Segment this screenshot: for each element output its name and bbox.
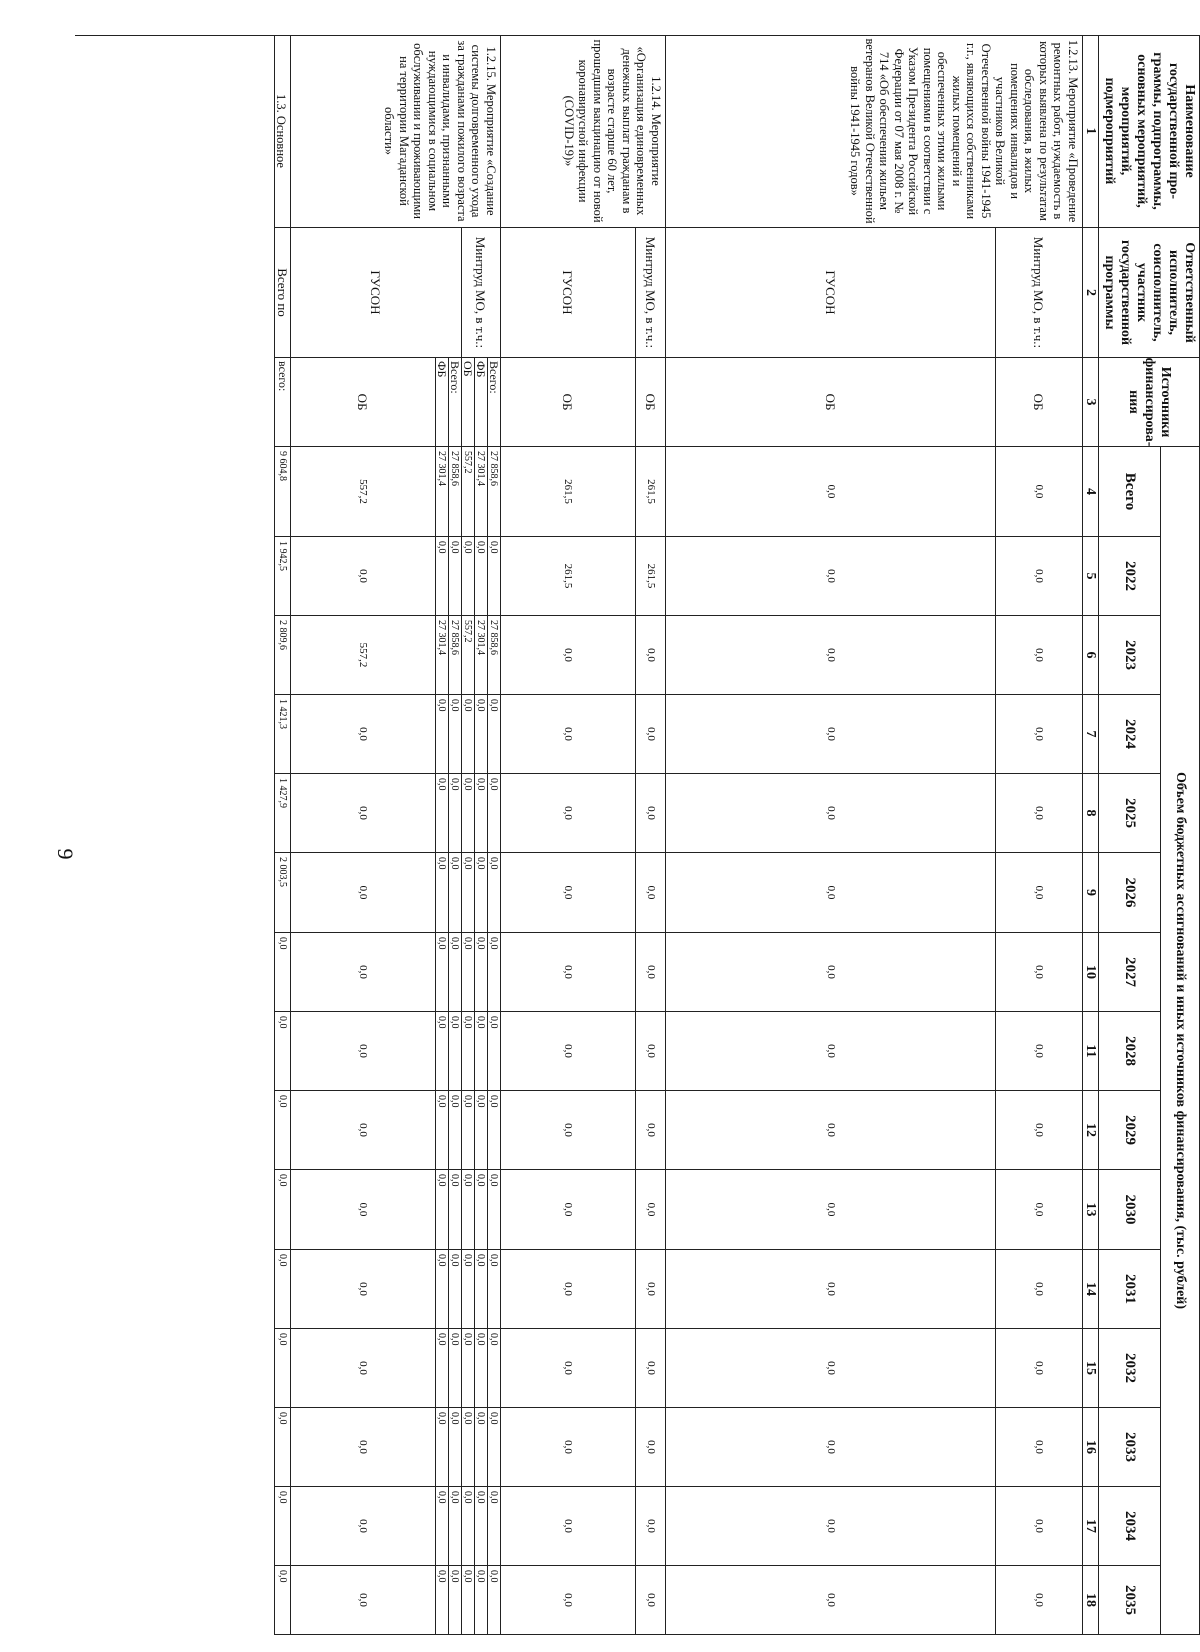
- value-cell: 0,0: [500, 1566, 635, 1635]
- value-cell: 9 604,8: [274, 447, 290, 537]
- row-name: 1.2.15. Мероприятие «Создание системы долговременного ухода за гражданами пожилого возраста и инвалидами, признанными нуждающимися в социальном обслуживании и проживающими на территории Магаданской области»: [290, 35, 500, 228]
- value-cell: 261,5: [500, 537, 635, 616]
- value-cell: 0,0: [435, 1566, 448, 1635]
- column-number-11: 11: [1082, 1012, 1098, 1091]
- header-year-2025: 2025: [1098, 774, 1160, 853]
- value-cell: 0,0: [487, 1408, 500, 1487]
- value-cell: 0,0: [435, 1487, 448, 1566]
- row-name: 1.3. Основное: [274, 35, 290, 228]
- value-cell: 0,0: [290, 1487, 435, 1566]
- value-cell: 0,0: [461, 1329, 474, 1408]
- value-cell: 0,0: [995, 1170, 1082, 1250]
- value-cell: 27 858,6: [487, 447, 500, 537]
- value-cell: 0,0: [635, 1012, 665, 1091]
- value-cell: 0,0: [995, 1012, 1082, 1091]
- value-cell: 0,0: [487, 853, 500, 933]
- value-cell: 0,0: [665, 616, 995, 695]
- value-cell: 557,2: [290, 447, 435, 537]
- source-cell: ОБ: [665, 358, 995, 447]
- value-cell: 0,0: [995, 933, 1082, 1012]
- value-cell: 261,5: [635, 537, 665, 616]
- responsible-cell: Всего по: [274, 228, 290, 358]
- value-cell: 0,0: [487, 537, 500, 616]
- value-cell: 0,0: [274, 933, 290, 1012]
- source-cell: ОБ: [635, 358, 665, 447]
- header-responsible: Ответственный исполнитель, соисполнитель, участник государственной программы: [1098, 228, 1200, 358]
- value-cell: 0,0: [500, 1408, 635, 1487]
- value-cell: 0,0: [474, 853, 487, 933]
- value-cell: 0,0: [461, 853, 474, 933]
- value-cell: 0,0: [665, 447, 995, 537]
- header-year-2030: 2030: [1098, 1170, 1160, 1250]
- value-cell: 0,0: [290, 1408, 435, 1487]
- value-cell: 0,0: [448, 1487, 461, 1566]
- value-cell: 557,2: [461, 616, 474, 695]
- value-cell: 0,0: [995, 537, 1082, 616]
- value-cell: 0,0: [635, 853, 665, 933]
- value-cell: 0,0: [487, 695, 500, 774]
- value-cell: 0,0: [448, 853, 461, 933]
- value-cell: 0,0: [290, 853, 435, 933]
- value-cell: 27 301,4: [474, 616, 487, 695]
- value-cell: 0,0: [274, 1566, 290, 1635]
- source-cell: ОБ: [500, 358, 635, 447]
- value-cell: 0,0: [474, 1012, 487, 1091]
- responsible-cell: Минтруд МО, в т.ч.:: [635, 228, 665, 358]
- value-cell: 0,0: [290, 774, 435, 853]
- value-cell: 27 858,6: [448, 447, 461, 537]
- value-cell: 0,0: [635, 1566, 665, 1635]
- value-cell: 0,0: [635, 1091, 665, 1170]
- value-cell: 0,0: [635, 933, 665, 1012]
- column-number-7: 7: [1082, 695, 1098, 774]
- value-cell: 0,0: [290, 1329, 435, 1408]
- value-cell: 0,0: [665, 1566, 995, 1635]
- responsible-cell: ГУСОН: [290, 228, 461, 358]
- header-year-2023: 2023: [1098, 616, 1160, 695]
- value-cell: 0,0: [290, 695, 435, 774]
- value-cell: 0,0: [435, 695, 448, 774]
- value-cell: 0,0: [635, 1329, 665, 1408]
- column-number-13: 13: [1082, 1170, 1098, 1250]
- value-cell: 0,0: [665, 1091, 995, 1170]
- value-cell: 0,0: [487, 1566, 500, 1635]
- value-cell: 0,0: [448, 1250, 461, 1329]
- value-cell: 0,0: [461, 1487, 474, 1566]
- value-cell: 0,0: [995, 695, 1082, 774]
- header-year-2029: 2029: [1098, 1091, 1160, 1170]
- value-cell: 0,0: [274, 1091, 290, 1170]
- value-cell: 1 427,9: [274, 774, 290, 853]
- value-cell: 0,0: [274, 1170, 290, 1250]
- value-cell: 1 942,5: [274, 537, 290, 616]
- value-cell: 0,0: [487, 1250, 500, 1329]
- column-number-2: 2: [1082, 228, 1098, 358]
- value-cell: 1 421,3: [274, 695, 290, 774]
- value-cell: 27 301,4: [435, 447, 448, 537]
- value-cell: 2 809,6: [274, 616, 290, 695]
- value-cell: 0,0: [274, 1329, 290, 1408]
- value-cell: 0,0: [461, 1012, 474, 1091]
- value-cell: 0,0: [995, 1408, 1082, 1487]
- column-number-16: 16: [1082, 1408, 1098, 1487]
- value-cell: 0,0: [435, 1012, 448, 1091]
- column-number-14: 14: [1082, 1250, 1098, 1329]
- value-cell: 0,0: [461, 695, 474, 774]
- value-cell: 0,0: [500, 1091, 635, 1170]
- value-cell: 0,0: [500, 774, 635, 853]
- value-cell: 0,0: [290, 933, 435, 1012]
- column-number-17: 17: [1082, 1487, 1098, 1566]
- value-cell: 0,0: [290, 537, 435, 616]
- value-cell: 0,0: [448, 1170, 461, 1250]
- value-cell: 0,0: [665, 1170, 995, 1250]
- source-cell: ОБ: [290, 358, 435, 447]
- header-year-2035: 2035: [1098, 1566, 1160, 1635]
- value-cell: 0,0: [487, 1487, 500, 1566]
- source-cell: всего:: [274, 358, 290, 447]
- column-number-9: 9: [1082, 853, 1098, 933]
- value-cell: 0,0: [474, 1329, 487, 1408]
- value-cell: 0,0: [274, 1487, 290, 1566]
- value-cell: 0,0: [487, 1170, 500, 1250]
- header-year-2026: 2026: [1098, 853, 1160, 933]
- value-cell: 0,0: [461, 774, 474, 853]
- value-cell: 0,0: [474, 1250, 487, 1329]
- value-cell: 0,0: [435, 1329, 448, 1408]
- value-cell: 0,0: [435, 774, 448, 853]
- header-year-2032: 2032: [1098, 1329, 1160, 1408]
- value-cell: 0,0: [448, 1566, 461, 1635]
- value-cell: 0,0: [995, 1566, 1082, 1635]
- value-cell: 0,0: [635, 616, 665, 695]
- value-cell: 0,0: [448, 1408, 461, 1487]
- header-year-2031: 2031: [1098, 1250, 1160, 1329]
- value-cell: 0,0: [665, 853, 995, 933]
- value-cell: 0,0: [461, 1408, 474, 1487]
- value-cell: 0,0: [448, 1012, 461, 1091]
- value-cell: 0,0: [995, 1487, 1082, 1566]
- column-number-6: 6: [1082, 616, 1098, 695]
- header-year-2027: 2027: [1098, 933, 1160, 1012]
- value-cell: 0,0: [290, 1170, 435, 1250]
- value-cell: 0,0: [635, 1170, 665, 1250]
- header-year-2022: 2022: [1098, 537, 1160, 616]
- value-cell: 0,0: [474, 1170, 487, 1250]
- value-cell: 0,0: [461, 537, 474, 616]
- value-cell: 261,5: [500, 447, 635, 537]
- value-cell: 0,0: [448, 695, 461, 774]
- value-cell: 0,0: [290, 1012, 435, 1091]
- value-cell: 0,0: [274, 1408, 290, 1487]
- source-cell: Всего:: [448, 358, 461, 447]
- column-number-3: 3: [1082, 358, 1098, 447]
- source-cell: Всего:: [487, 358, 500, 447]
- value-cell: 0,0: [474, 1566, 487, 1635]
- value-cell: 0,0: [487, 1329, 500, 1408]
- value-cell: 27 858,6: [448, 616, 461, 695]
- value-cell: 0,0: [665, 1487, 995, 1566]
- value-cell: 0,0: [461, 1170, 474, 1250]
- value-cell: 0,0: [474, 695, 487, 774]
- value-cell: 0,0: [487, 774, 500, 853]
- value-cell: 0,0: [665, 695, 995, 774]
- value-cell: 0,0: [290, 1250, 435, 1329]
- value-cell: 0,0: [474, 1487, 487, 1566]
- value-cell: 557,2: [290, 616, 435, 695]
- header-year-2028: 2028: [1098, 1012, 1160, 1091]
- column-number-8: 8: [1082, 774, 1098, 853]
- header-year-2034: 2034: [1098, 1487, 1160, 1566]
- value-cell: 0,0: [448, 1091, 461, 1170]
- header-source: Источники финансирова-ния: [1098, 358, 1200, 447]
- row-name: 1.2.14. Мероприятие «Организация единовременных денежных выплат гражданам в возрасте старше 60 лет, прошедшим вакцинацию от новой коронавирусной инфекции (COVID-19)»: [500, 35, 665, 228]
- financing-table: [75, 35, 1200, 1635]
- value-cell: 0,0: [500, 853, 635, 933]
- value-cell: 0,0: [290, 1566, 435, 1635]
- value-cell: 0,0: [448, 537, 461, 616]
- column-number-12: 12: [1082, 1091, 1098, 1170]
- value-cell: 0,0: [995, 447, 1082, 537]
- value-cell: 0,0: [448, 933, 461, 1012]
- value-cell: 0,0: [635, 1408, 665, 1487]
- responsible-cell: Минтруд МО, в т.ч.:: [461, 228, 500, 358]
- page-number: 9: [53, 848, 78, 860]
- source-cell: ОБ: [995, 358, 1082, 447]
- value-cell: 0,0: [461, 1566, 474, 1635]
- value-cell: 0,0: [474, 933, 487, 1012]
- header-total: Всего: [1098, 447, 1160, 537]
- value-cell: 0,0: [665, 1012, 995, 1091]
- value-cell: 0,0: [635, 774, 665, 853]
- column-number-4: 4: [1082, 447, 1098, 537]
- value-cell: 0,0: [500, 616, 635, 695]
- value-cell: 0,0: [435, 1250, 448, 1329]
- value-cell: 0,0: [995, 853, 1082, 933]
- value-cell: 261,5: [635, 447, 665, 537]
- value-cell: 0,0: [995, 774, 1082, 853]
- value-cell: 0,0: [448, 774, 461, 853]
- value-cell: 0,0: [474, 1408, 487, 1487]
- value-cell: 0,0: [500, 1487, 635, 1566]
- value-cell: 0,0: [995, 1329, 1082, 1408]
- value-cell: 0,0: [435, 537, 448, 616]
- value-cell: 0,0: [635, 1250, 665, 1329]
- header-year-2024: 2024: [1098, 695, 1160, 774]
- value-cell: 0,0: [665, 537, 995, 616]
- column-number-1: 1: [1082, 35, 1098, 228]
- value-cell: 0,0: [635, 1487, 665, 1566]
- value-cell: 2 003,5: [274, 853, 290, 933]
- value-cell: 0,0: [487, 1091, 500, 1170]
- value-cell: 0,0: [435, 933, 448, 1012]
- value-cell: 0,0: [500, 695, 635, 774]
- column-number-10: 10: [1082, 933, 1098, 1012]
- value-cell: 0,0: [474, 537, 487, 616]
- value-cell: 0,0: [290, 1091, 435, 1170]
- value-cell: 0,0: [274, 1250, 290, 1329]
- value-cell: 0,0: [435, 1170, 448, 1250]
- source-cell: ФБ: [474, 358, 487, 447]
- value-cell: 0,0: [995, 1091, 1082, 1170]
- value-cell: 0,0: [665, 1250, 995, 1329]
- value-cell: 0,0: [500, 1012, 635, 1091]
- value-cell: 0,0: [665, 933, 995, 1012]
- header-volume: Объем бюджетных ассигнований и иных источников финансирования, (тыс. рублей): [1160, 447, 1200, 1635]
- rotated-table-container: [75, 35, 1200, 1635]
- column-number-15: 15: [1082, 1329, 1098, 1408]
- source-cell: ОБ: [461, 358, 474, 447]
- value-cell: 0,0: [448, 1329, 461, 1408]
- value-cell: 0,0: [435, 853, 448, 933]
- value-cell: 0,0: [274, 1012, 290, 1091]
- value-cell: 27 858,6: [487, 616, 500, 695]
- value-cell: 0,0: [474, 774, 487, 853]
- value-cell: 557,2: [461, 447, 474, 537]
- value-cell: 0,0: [487, 1012, 500, 1091]
- value-cell: 0,0: [500, 1329, 635, 1408]
- value-cell: 0,0: [995, 616, 1082, 695]
- value-cell: 0,0: [500, 933, 635, 1012]
- header-name: Наименование государственной про-граммы, подпрограммы, основных мероприятий, мероприятий, подмероприятий: [1098, 35, 1200, 228]
- column-number-18: 18: [1082, 1566, 1098, 1635]
- value-cell: 0,0: [435, 1408, 448, 1487]
- column-number-5: 5: [1082, 537, 1098, 616]
- value-cell: 0,0: [665, 1408, 995, 1487]
- value-cell: 0,0: [461, 1091, 474, 1170]
- value-cell: 0,0: [461, 933, 474, 1012]
- value-cell: 0,0: [474, 1091, 487, 1170]
- header-year-2033: 2033: [1098, 1408, 1160, 1487]
- source-cell: ФБ: [435, 358, 448, 447]
- value-cell: 0,0: [487, 933, 500, 1012]
- responsible-cell: Минтруд МО, в т.ч.:: [995, 228, 1082, 358]
- responsible-cell: ГУСОН: [500, 228, 635, 358]
- value-cell: 0,0: [435, 1091, 448, 1170]
- value-cell: 0,0: [500, 1250, 635, 1329]
- value-cell: 0,0: [500, 1170, 635, 1250]
- value-cell: 0,0: [635, 695, 665, 774]
- row-name: 1.2.13. Мероприятие «Проведение ремонтных работ, нуждаемость в которых выявлена по результатам обследования, в жилых помещениях инвалидов и участников Великой Отечественной войны 1941-1945 г.г., являющихся собственниками жилых помещений и обеспеченных этими жилыми помещениями в соответствии с Указом Президента Российской Федерации от 07 мая 2008 г. № 714 «Об обеспечении жильем ветеранов Великой Отечественной войны 1941-1945 годов»: [665, 35, 1082, 228]
- value-cell: 27 301,4: [474, 447, 487, 537]
- value-cell: 0,0: [461, 1250, 474, 1329]
- responsible-cell: ГУСОН: [665, 228, 995, 358]
- value-cell: 0,0: [995, 1250, 1082, 1329]
- value-cell: 0,0: [665, 774, 995, 853]
- value-cell: 27 301,4: [435, 616, 448, 695]
- value-cell: 0,0: [665, 1329, 995, 1408]
